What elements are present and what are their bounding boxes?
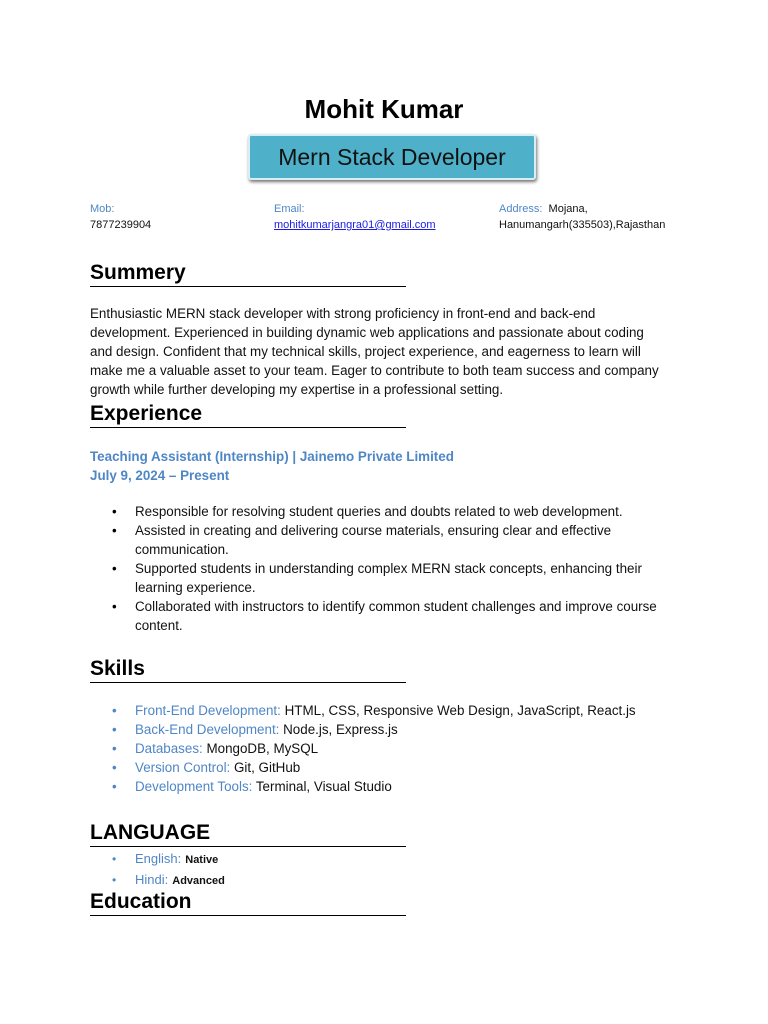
skill-label: Back-End Development: bbox=[135, 722, 280, 737]
role-banner bbox=[248, 134, 536, 180]
language-heading: LANGUAGE bbox=[90, 820, 406, 847]
list-item bbox=[90, 870, 670, 891]
skill-label: Version Control: bbox=[135, 760, 231, 775]
experience-list bbox=[90, 502, 670, 635]
list-item: • Supported students in understanding complex MERN stack concepts, enhancing their learning experience. bbox=[90, 559, 670, 597]
role-title: Mern Stack Developer bbox=[278, 143, 506, 170]
list-item bbox=[90, 849, 670, 870]
skill-value: Git, GitHub bbox=[230, 760, 301, 775]
address-line-2: Hanumangarh(335503),Rajasthan bbox=[499, 219, 666, 231]
summary-line: development. Experienced in building dynamic web applications and passionate about coding bbox=[90, 325, 644, 340]
contact-mobile bbox=[90, 201, 151, 233]
summary-line: growth while further developing my expertise in a professional setting. bbox=[90, 382, 504, 397]
contact-email bbox=[274, 201, 436, 233]
language-label: Hindi: bbox=[135, 872, 169, 887]
list-item: • Responsible for resolving student queries and doubts related to web development. bbox=[90, 502, 670, 521]
skills-list bbox=[90, 701, 670, 796]
address-line-1: Mojana, bbox=[548, 203, 588, 215]
skills-heading: Skills bbox=[90, 656, 406, 683]
address-label: Address: bbox=[499, 203, 543, 215]
skill-value: Node.js, Express.js bbox=[279, 722, 398, 737]
experience-heading: Experience bbox=[90, 401, 406, 428]
list-item: • Assisted in creating and delivering course materials, ensuring clear and effective communication. bbox=[90, 521, 670, 559]
mobile-value: 7877239904 bbox=[90, 219, 152, 231]
language-level: Advanced bbox=[172, 875, 225, 887]
email-link[interactable]: mohitkumarjangra01@gmail.com bbox=[274, 219, 436, 231]
skill-label: Development Tools: bbox=[135, 779, 253, 794]
list-item bbox=[90, 777, 670, 796]
list-item bbox=[90, 720, 670, 739]
list-item bbox=[90, 758, 670, 777]
summary-line: Enthusiastic MERN stack developer with strong proficiency in front-end and back-end bbox=[90, 306, 596, 321]
list-item: • Collaborated with instructors to identify common student challenges and improve course content. bbox=[90, 597, 670, 635]
mobile-label: Mob: bbox=[90, 203, 115, 215]
language-label: English: bbox=[135, 851, 182, 866]
skill-value: HTML, CSS, Responsive Web Design, JavaScript, React.js bbox=[280, 703, 636, 718]
skill-value: Terminal, Visual Studio bbox=[252, 779, 392, 794]
list-item bbox=[90, 739, 670, 758]
skill-value: MongoDB, MySQL bbox=[202, 741, 319, 756]
skill-label: Front-End Development: bbox=[135, 703, 281, 718]
email-label: Email: bbox=[274, 203, 305, 215]
language-list bbox=[90, 849, 670, 891]
job-title: Teaching Assistant (Internship) | Jainemo Private Limited bbox=[90, 449, 454, 464]
summary-line: and design. Confident that my technical skills, project experience, and eagerness to learn will bbox=[90, 344, 641, 359]
contact-address bbox=[499, 201, 665, 233]
summary-text bbox=[90, 304, 690, 399]
education-heading: Education bbox=[90, 889, 406, 916]
skill-label: Databases: bbox=[135, 741, 203, 756]
job-dates: July 9, 2024 – Present bbox=[90, 468, 230, 483]
list-item bbox=[90, 701, 670, 720]
summary-heading: Summery bbox=[90, 260, 406, 287]
candidate-name: Mohit Kumar bbox=[304, 94, 464, 124]
language-level: Native bbox=[185, 854, 219, 866]
summary-line: make me a valuable asset to your team. Eager to contribute to both team success and company bbox=[90, 363, 659, 378]
